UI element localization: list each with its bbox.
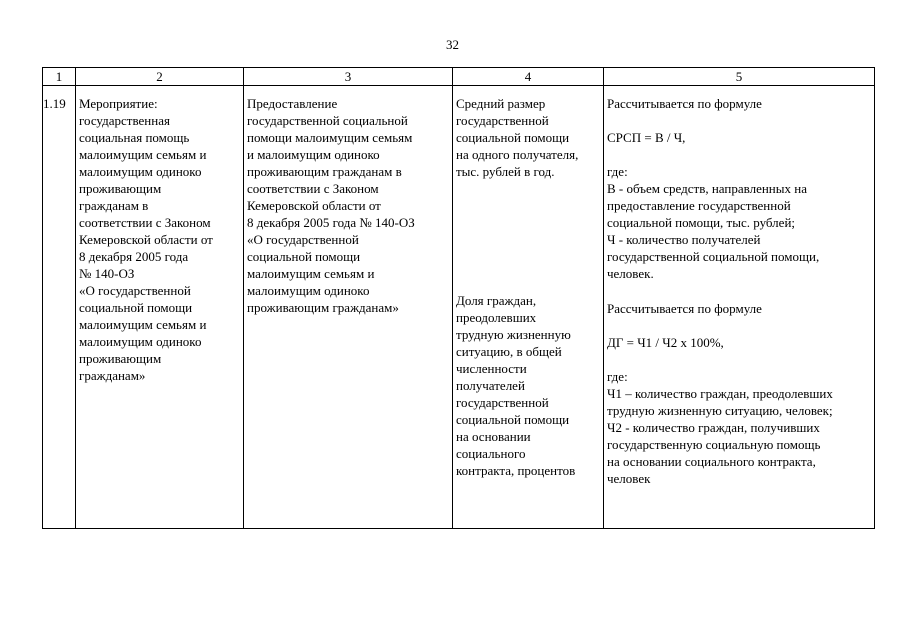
indicator-1-text: Средний размер государственной социальной помощи на одного получателя, тыс. рублей в год. bbox=[456, 96, 579, 179]
indicator-cell bbox=[453, 86, 604, 529]
row-number-cell bbox=[43, 86, 76, 529]
formula-2-text: Рассчитывается по формуле ДГ = Ч1 / Ч2 х 100%, где: Ч1 – количество граждан, преодолевших трудную жизненную ситуацию, человек; Ч2 - количество граждан, получивших государственную социальную помощь на основании социального контракта, человек bbox=[607, 301, 833, 486]
header-cell-2: 2 bbox=[76, 68, 244, 86]
event-cell bbox=[76, 86, 244, 529]
table-header-row bbox=[43, 68, 875, 86]
header-cell-1: 1 bbox=[43, 68, 76, 86]
row-number: 1.19 bbox=[43, 96, 66, 111]
event-text: Мероприятие: государственная социальная помощь малоимущим семьям и малоимущим одиноко проживающим гражданам в соответствии с Законом Кемеровской области от 8 декабря 2005 года № 140-ОЗ «О государственной социальной помощи малоимущим семьям и малоимущим одиноко проживающим гражданам» bbox=[79, 96, 213, 383]
indicators-table bbox=[42, 67, 875, 529]
description-text: Предоставление государственной социальной помощи малоимущим семьям и малоимущим одиноко проживающим гражданам в соответствии с Законом Кемеровской области от 8 декабря 2005 года № 140-ОЗ «О государственной социальной помощи малоимущим семьям и малоимущим одиноко проживающим гражданам» bbox=[247, 96, 415, 315]
table-row bbox=[43, 86, 875, 529]
indicator-2-text: Доля граждан, преодолевших трудную жизненную ситуацию, в общей численности получателей государственной социальной помощи на основании социального контракта, процентов bbox=[456, 293, 576, 478]
header-cell-3: 3 bbox=[244, 68, 453, 86]
description-cell bbox=[244, 86, 453, 529]
header-cell-4: 4 bbox=[453, 68, 604, 86]
page-number: 32 bbox=[446, 37, 459, 52]
formula-cell bbox=[604, 86, 875, 529]
formula-1-text: Рассчитывается по формуле СРСП = В / Ч, где: В - объем средств, направленных на предоставление государственной социальной помощи, тыс. рублей; Ч - количество получателей государственной социальной помощи, человек. bbox=[607, 96, 820, 281]
header-cell-5: 5 bbox=[604, 68, 875, 86]
